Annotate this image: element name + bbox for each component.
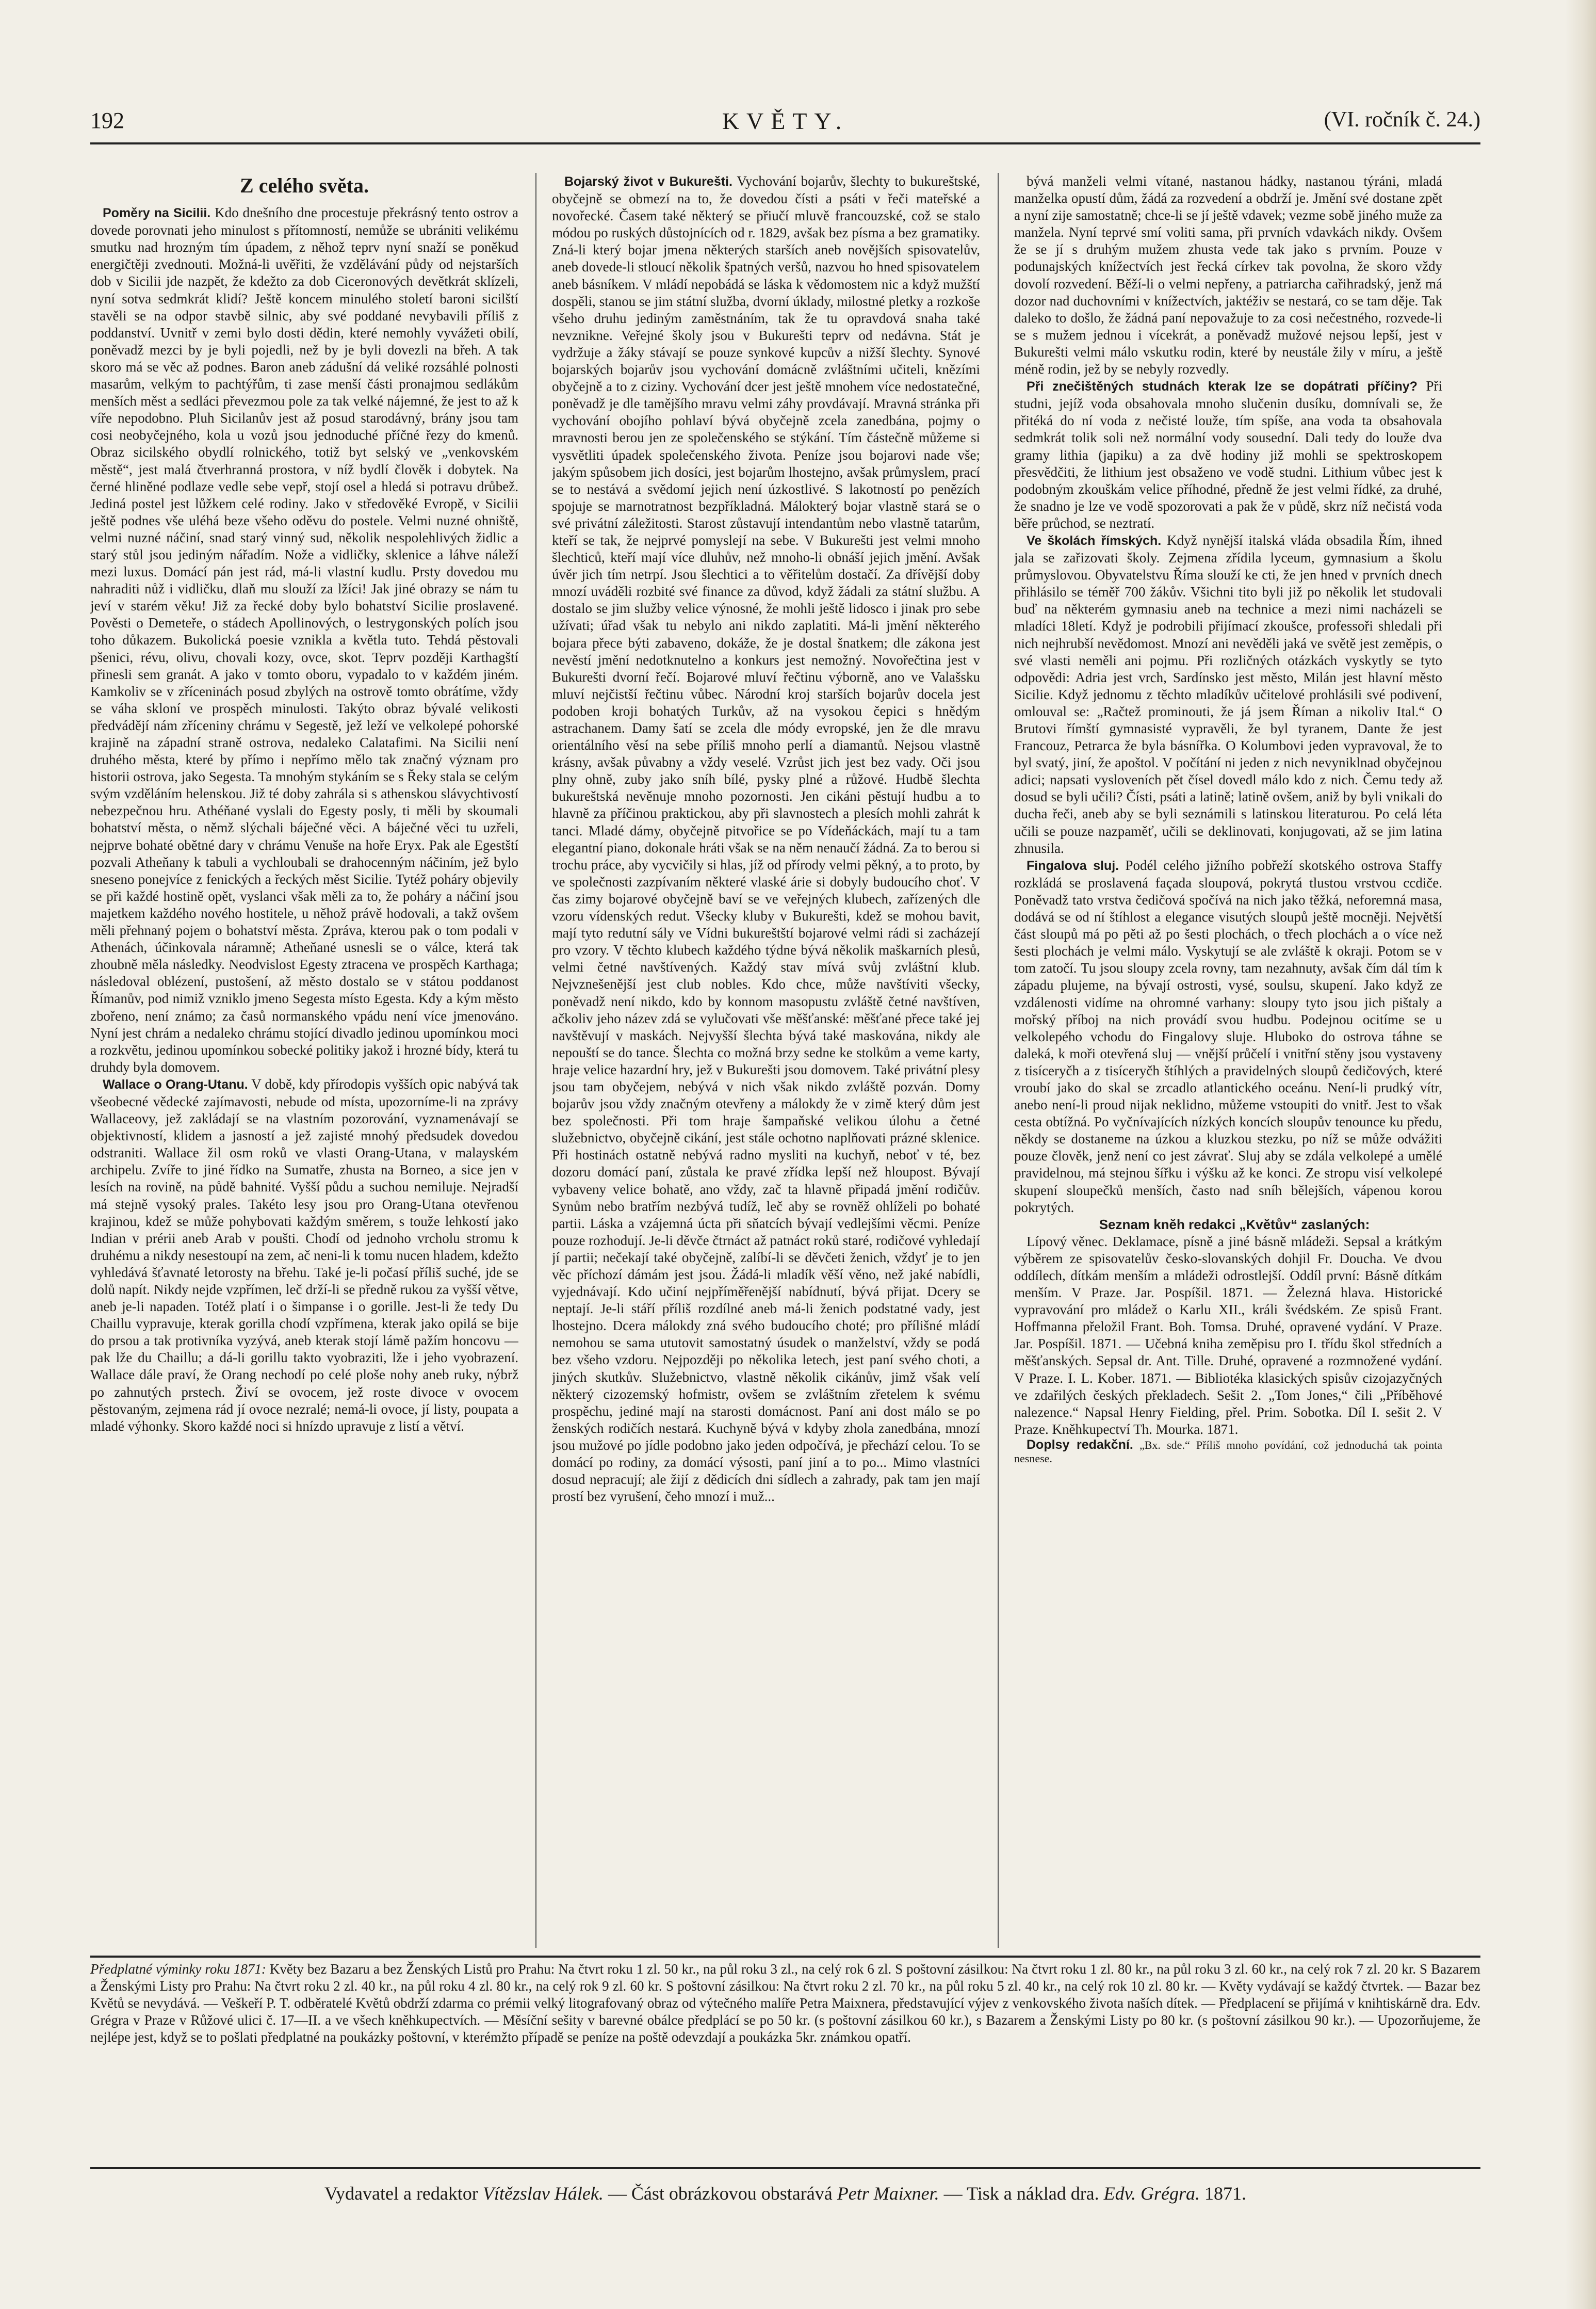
page-header xyxy=(90,107,1480,143)
article-lead: Ve školách římských. xyxy=(1027,533,1162,548)
page-spine-shadow xyxy=(1565,0,1596,2309)
page-number: 192 xyxy=(90,108,124,133)
article-fingal xyxy=(1014,857,1442,1216)
header-rule xyxy=(90,142,1480,144)
subscription-lead: Předplatné výminky roku 1871: xyxy=(90,1961,266,1977)
article-bucharest-cont: bývá manželi velmi vítané, nastanou hádky, nastanou týráni, mladá manželka opustí dům, žádá za rozvedení a obdrží je. Jmění své dostane zpět a nyní zije samostatně; chce-li se jí ještě vdavek; vezme sobě jiného muže za manžela. Nyní teprvé smí voliti sama, při prvních vdavkách nikdy. Ovšem že se jí s druhým mužem zhusta vede tak jako s prvním. Pouze v podunajských knížectvích jest řecká církev tak povolna, že skoro vždy dovolí rozvedení. Běží-li o velmi nepřeny, a patriarcha cařihradský, jenž má dozor nad duchovními v knížectvích, jaktéživ se nestará, co se tam děje. Tak daleko to došlo, že žádná paní nepovažuje to za cosi nečestného, rozvede-li se s mužem jednou i vícekrát, a poněvadž mužové nejsou lepší, jest v Bukurešti velmi málo vskutku rodin, které by neustále žily v míru, a ještě méně rodin, jež by se nebyly rozvedly. xyxy=(1014,173,1442,377)
imprint-printer: Edv. Grégra. xyxy=(1103,2183,1200,2204)
notes-rule xyxy=(90,1956,1480,1958)
books-received-heading: Seznam kněh redakci „Květův“ zaslaných: xyxy=(1099,1216,1370,1232)
editorial-replies xyxy=(1014,1438,1442,1465)
article-text: Při studni, jejíž voda obsahovala mnoho slučenin dusíku, domnívali se, že přitéká do ní voda z nečisté louže, tím spíše, ana voda ta obsahovala sedmkrát tolik soli než normální vody sousední. Dali tedy do louže dva gramy lithia (japiku) a za dvě hodiny již mohli se spektroskopem přesvědčiti, že lithium jest obsaženo ve vodě studni. Lithium vůbec jest k podobným zkouškám velice příhodné, předně že jest velmi řídké, za druhé, že snadno je lze ve vodě spozorovati a pak že v půdě, skrz níž nečistá voda běře průchod, se neztratí. xyxy=(1014,378,1442,531)
article-text: Když nynější italská vláda obsadila Řím, ihned jala se zařizovati školy. Zejmena zřídila lyceum, gymnasium a školu průmyslovou. Obyvatelstvu Říma slouží ke cti, že jen hned v prvních dnech přihlásilo se téměř 700 žákův. Všichni tito byli již po několik let studovali buď na některém gymnasiu aneb na technice a mezi nimi nacházeli se mladíci 18letí. Když je podrobili přijímací zkoušce, professoři shledali při nich nejhrubší nevědomost. Mnozí ani nevěděli jaká ve světě jest zeměpis, o své vlasti neměli ani pojmu. Při rozličných otázkách vyskytly se tyto odpovědi: Adria jest vrch, Sardínsko jest město, Milán jest hlavní město Sicilie. Když jednomu z těchto mladíkův učitelové prohlásili své podivení, omlouval se: „Račtež prominouti, že já jsem Říman a nikoliv Ital.“ O Brutovi římští gymnasisté vypravěli, že byl tyranem, Dante že jest Francouz, Petrarca že byla básnířka. O Kolumbovi jeden vypravoval, že to byl svatý, jiní, že apoštol. V počítání ni jeden z nich nevyniklnad obyčejnou adici; napsati vysloveních pět čísel dovedl málo kdo z nich. Čemu tedy až dosud se byli učili? Čísti, psáti a latině; latině ovšem, aniž by byli vnikali do ducha řeči, aneb aby se byli seznámili s latinskou literaturou. Po celá léta učili se pouze nazpaměť, učili se deklinovati, konjugovati, až se jim latina zhnusila. xyxy=(1014,532,1442,856)
imprint-text: Vydavatel a redaktor xyxy=(324,2183,478,2204)
article-orangutan xyxy=(90,1076,518,1435)
imprint-artist: Petr Maixner. xyxy=(837,2183,939,2204)
column-2 xyxy=(552,173,980,1948)
issue-label: (VI. ročník č. 24.) xyxy=(1324,108,1480,132)
imprint-text: — Tisk a náklad dra. xyxy=(943,2183,1099,2204)
footer-rule xyxy=(90,2167,1480,2169)
article-text: Vychování bojarův, šlechty to bukureštské, obyčejně se obmezí na to, že dovedou čísti a psáti v řeči mateřské a novořecké. Časem také některý se přiučí mluvě francouzské, což se stalo módou po ruských důstojnících od r. 1829, avšak bez písma a bez gramatiky. Zná-li který bojar jmena některých starších aneb novějších spisovatelův, aneb dovede-li stloucí několik špatných veršů, nazvou ho hned spisovatelem aneb básníkem. V mládí nepobádá se láska k vědomostem nic a když mužští dospěli, stanou se jim státní služba, dvorní úklady, milostné pletky a rozkoše všeho druhu jediným zaměstnáním, tak že tu opravdová snaha také nevznikne. Veřejné školy jsou v Bukurešti teprv od nedávna. Stát je vydržuje a žáky stávají se pouze synkové kupcův a nižší šlechty. Synové bojarských bojarův jsou vychování domácně zvláštními učiteli, knězími obyčejně a to z ciziny. Vychování dcer jest ještě mnohem více nedostatečné, poněvadž je dle tamějšího mravu velmi záhy provdávají. Mravná stránka při vychování obojího pohlaví bývá obyčejně zcela zanedbána, pojmy o mravnosti berou jen ze společenského se stýkání. Tím částečně můžeme si vysvětliti úpadek společenského života. Peníze jsou bojarovi nade vše; jakým spůsobem jich dosíci, jest bojarům lhostejno, avšak průmyslem, prací se to nestává a svědomí jejich není úzkostlivé. S lakotností po penězích spojuje se marnotratnost bezpříkladná. Málokterý bojar vlastně stará se o své privátní záležitosti. Starost zůstavují intendantům nebo vlastně tatarům, kteří se tak, že nejprvé pomyslejí na sebe. V Bukurešti jest velmi mnoho šlechticů, kteří mají více dluhův, než mnoho-li obnáší jejich jmění. Avšak úvěr jich tím netrpí. Jsou šlechtici a to věřitelům dostačí. Za dřívější doby mnozí uváděli rozbité své finance za důvod, když žádali za státní službu. A dostalo se jim služby velice výnosné, že mohli ještě lidosco i jinak pro sebe užívati; úřad však tu nebylo ani nikdo zaplatiti. Má-li jmění některého bojara přece býti zabaveno, dokáže, že je dostal šnatkem; dle zákona jest nevěstí jmění nedotknutelno a konkurs jest nemožný. Novořečtina jest v Bukurešti dvorní řečí. Bojarové mluví řečtinu výborně, ano ve Valašsku mluví nejčistší řečtinu vůbec. Národní kroj starších bojarův docela jest podoben kroji bohatých Turkův, až na vysokou čepici s hnědým astrachanem. Damy šatí se zcela dle módy evropské, jen že dle mravu orientálního věsí na sebe příliš mnoho perlí a diamantů. Nejsou vlastně krásny, avšak půvabny a vždy veselé. Vzrůst jich jest bez vady. Oči jsou plny ohně, zuby jako sníh bílé, pysky plné a růžové. Hudbě šlechta bukureštská nevěnuje mnoho pozornosti. Jen cikáni pěstují hudbu a to hlavně za příčinou praktickou, aby při slavnostech a plesích mohli zahrát k tanci. Mladé dámy, obyčejně pitvořice se po Vídeňáckách, mají tu a tam elegantní piano, dokonale hráti však se na něm nenaučí žádná. Za to berou si trochu práce, aby vycvičily si hlas, jíž od přírody velmi pěkný, a to proto, by ve společnosti zazpívaním některé vlaské árie si dobyly budoucího choť. V čas zimy bojarové obyčejně baví se ve veřejných klubech, zařízených dle vzoru vídenských redut. Všecky kluby v Bukurešti, kdež se mohou bavit, mají tyto redutní sály ve Vídni bukureštští bojarové velmi rádi si zacházejí pro vzory. V těchto klubech každého týdne bývá několik maškarních plesů, velmi četné navštívených. Každý stav mívá svůj zvláštní klub. Nejvznešenější jest club nobles. Kdo chce, může navštíviti všecky, poněvadž není nikdo, kdo by konnom masopustu zvláště četné navštíven, ačkoliv jeho název zdá se vylučovati vše měšťanské: měšťané přece také jej navštěvují v maskách. Nejvyšší šlechta bývá také maskována, nikdy ale nepouští se do tance. Šlechta co možná brzy sedne ke stolkům a veme karty, hraje velice hazardní hry, jež v Bukurešti jsou domovem. Také privátní plesy jsou tam obyčejem, nebývá v nich však nikdo zvláště pozván. Domy bojarův jsou vždy značným otevřeny a málokdy že v zimě který dům jest bez společnosti. Při tom hraje šampaňské velikou úlohu a četné služebnictvo, obyčejně cikání, jest stále ochotno naplňovati prázné sklenice. Při hostinách ostatně nebývá radno mysliti na kuchyň, neboť v té, bez dozoru domácí paní, zůstala ke pravé zřídka lepší než hloupost. Bývají vybaveny velice bohatě, ano vždy, zač ta hlavně připadá jmění rodičův. Synům nebo bratřím nezbývá tudíž, leč aby se rovněž ohlíželi po bohaté partii. Láska a vzájemná úcta při sňatcích bývají vedlejšími věcmi. Peníze pouze rozhodují. Je-li děvče čtrnáct až patnáct roků staré, rodičové vyhledají jí partii; nečekají také obyčejně, zalíbí-li se děvčeti ženich, vždyť je to jen věc příchozí dámám jest jsou. Žádá-li mladík věší věno, než jaké nabídli, vyjednávají. Kdo učiní nejpříměřenější nabídnutí, bývá přijat. Dcery se neptají. Je-li stáří příliš rozdílné aneb má-li ženich podstatné vady, jest lhostejno. Dcera málokdy zná svého budoucího choté; pro přílišné mládí nemohou se sama ututovit samostatný úsudek o manželství, vždy se podá bez všeho vzdoru. Nejpozději po několika letech, jest paní svého choti, a jiných skutkův. Služebnictvo, vlastně několik cikánův, jimž však velí některý cizozemský hofmistr, ovšem se zvláštním zřetelem k svému prospěchu, jediné mají na starosti domácnost. Paní ani dost málo se po ženských rodičích nestará. Kuchyně bývá v kdyby zhola zanedbána, mnozí jsou mužové po jídle podobno jako jeden odpočívá, je přechází celou. To se domácí po rodiny, za domácí výsosti, paní jiní a to po... Mimo vlastníci dosud nepracují; ale žijí z dědicích dni sídlech a zahrady, pak tam jen mají prostí bez vyrušení, čeho mnozí i muž... xyxy=(552,173,980,1505)
article-text: Kdo dnešního dne procestuje překrásný tento ostrov a dovede porovnati jeho minulost s přítomností, nemůže se ubrániti velikému smutku nad hrozným tím úpadem, z něhož teprv nyní snaží se poněkud energičtěji zvednouti. Možná-li uvěřiti, že vzdělávání půdy od nejstarších dob v Sicilii jde nazpět, že kdežto za dob Ciceronových devětkrát sklízeli, nyní sotva sedmkrát klidí? Ještě koncem minulého století baroni sicilští stavěli se na odpor stavbě silnic, aby své poddané nevybavili příliš z poddanství. Uvnitř v zemi bylo dosti dědin, které nemohly vyvážeti obilí, poněvadž mezci by je byli pojedli, než by je byli dovezli na břeh. A tak skoro má se věc až podnes. Baron aneb zádušní dá veliké rozsáhlé polnosti masarům, velkým to pachtýřům, ti zase menší části pronajmou sedlákům menších měst a sedláci převezmou pole za tak velké nájemné, že jest to až k víře nepodobno. Pluh Sicilanův jest až posud starodávný, brány jsou tam cosi neobyčejného, kola u vozů jsou jednoduché příčné řezy do kmenů. Obraz sicilského obydlí rolnického, totiž byt selský ve „venkovském městě“, jest malá čtverhranná prostora, v níž bydlí člověk i dobytek. Na černé hliněné podlaze vedle sebe vepř, stojí osel a hledá si potravu drůbež. Jediná postel jest lůžkem celé rodiny. Jako v středověké Evropě, v Sicilii ještě podnes vše uléhá beze všeho oděvu do postele. Velmi nuzné ohniště, velmi nuzné náčiní, snad starý vinný sud, několik nespolehlivých židlic a starý stůl jsou jediným nářadím. Nože a vidličky, sklenice a láhve náleží mezi luxus. Domácí pán jest rád, má-li vlastní kudlu. Prsty dovedou mu nahraditi nůž i vidličku, dlaň mu slouží za lžíci! Jak jiné obrazy se nám tu jeví v starém věku! Již za řecké doby bylo bohatství Sicilie proslavené. Pověsti o Demeteře, o stádech Apollinových, o lestrygonských polích jsou toho důkazem. Bukolická poesie vznikla a květla tuto. Tehdá pěstovali pšenici, révu, olivu, chovali kozy, ovce, skot. Teprv později Karthagští přinesli sem granát. A jako v tomto oboru, vypadalo to v každém jiném. Kamkoliv se v zříceninách posud zbylých na ostrově tomto obrátíme, vždy se váha skloní ve prospěch minulosti. Takýto obraz bývalé velikosti předvádějí nám zříceniny chrámu v Segestě, jež leží ve velkolepé pohorské krajině na západní straně ostrova, nedaleko Calatafimi. Na Sicilii není druhého města, které by přímo i nepřímo mělo tak značný význam pro historii ostrova, jako Segesta. Ta mnohým stykáním se s Řeky stala se celým svým vzděláním helenskou. Již té doby zahrála si s athenskou slávychtivostí nebezpečnou hru. Athéňané vyslali do Egesty posly, ti měli by skoumali bohatství města, o němž slýchali báječné věci. A báječné věci tu uzřeli, nejprve bohaté obětné dary v chrámu Venuše na hoře Eryx. Pak ale Egestští pozvali Atheňany k tabuli a vychloubali se drahocenným náčiním, jež bylo sneseno ponejvíce z fenických a řeckých měst Sicilie. Tytéž poháry objevily se při každé hostině opět, vyslanci však měli za to, že poháry a náčiní jsou majetkem každého nového hostitele, u něhož právě hodovali, a takž ovšem měli přehnaný pojem o bohatství města. Zpráva, kterou pak o tom podali v Athenách, účinkovala náramně; Atheňané usnesli se o válce, která tak zhoubně měla následky. Neodvislost Egesty ztracena ve prospěch Karthaga; následoval oblézení, pustošení, až město dostalo se v státou poddanost Římanův, pod nimiž vzniklo jmeno Segesta místo Egesta. Kdy a kým město zbořeno, není známo; za časů normanského vpádu není více jmenováno. Nyní jest chrám a nedaleko chrámu stojící divadlo jedinou upomínkou moci a rozkvětu, jedinou upomínkou sobecké politiky jakož i hrozné bídy, která tu druhdy byla domovem. xyxy=(90,205,518,1075)
article-lead: Fingalova sluj. xyxy=(1027,858,1119,873)
replies-text: „Bx. sde.“ Příliš mnoho povídání, což jednoduchá tak pointa nesnese. xyxy=(1014,1438,1442,1465)
replies-lead: Doplsy redakční. xyxy=(1027,1437,1133,1452)
article-lead: Při znečištěných studnách kterak lze se dopátrati příčiny? xyxy=(1027,379,1418,394)
article-text: Podél celého jižního pobřeží skotského ostrova Staffy rozkládá se proslavená façada sloupová, pokrytá tlustou vrstvou ccdiče. Poněvadž tato vrstva čedičová spočívá na nich jako těžká, neforemná masa, dodává se od ní štíhlost a elegance visutých sloupů ještě mocněji. Největší část sloupů má po pěti až po šesti plochách, o třech plochách a o více než šesti plochách je velmi málo. Vyskytují se ale zvláště k okraji. Potom se v tom zatočí. Tu jsou sloupy zcela rovny, tam nezahnuty, avšak čím dál tím k západu plujeme, na bývají ostrosti, vysé, soulsu, skupení. Jako když ze vzdálenosti vidíme na ohromné varhany: sloupy tyto jsou jich pištaly a mořský příboj na nich provádí svou hudbu. Podejnou ocitíme se u velkolepého vchodu do Fingalovy sluje. Hluboko do ostrova táhne se daleká, k moři otevřená sluj — vnější průčelí i vnitřní stěny jsou vystaveny z tisíceryčh a z tisíceryčh štíhlých a pravidelných sloupů čedičových, které vroubí jako do skal se zrcadlo atlantického oceánu. Není-li prudký vítr, anebo není-li proud nijak neklidno, můžeme vstoupiti do vnitř. Jest to však cesta obtížná. Po vyčnívajících nízkých koncích sloupův tenounce ku předu, někdy se dostaneme na úzkou a kluzkou stezku, po níž se může odvážiti pouze člověk, jenž není co jest závrať. Sluj aby se zdála velkolepé a umělé pravidelnou, má stejnou šířku i výšku až ke konci. Ze stropu visí velkolepé skupení sloupečků menších, často nad sníh bělejších, vápenou korou pokrytých. xyxy=(1014,857,1442,1215)
column-1 xyxy=(90,173,518,1948)
section-heading: Z celého světa. xyxy=(240,174,369,197)
books-received-list: Lípový věnec. Deklamace, písně a jiné básně mládeži. Sepsal a krátkým výběrem ze spisovatelův česko-slovanských dohjil Fr. Doucha. Ve dvou oddílech, dítkám menším a mládeži odrostlejší. Oddíl první: Básně dítkám menším. V Praze. Jar. Pospíšil. 1871. — Železná hlava. Historické vypravování pro mládež o Karlu XII., králi švédském. Ze spisů Frant. Hoffmanna přeložil Frant. Boh. Tomsa. Druhé, opravené vydání. V Praze. Jar. Pospíšil. 1871. — Učebná kniha zeměpisu pro I. třídu škol středních a měšťanských. Sepsal dr. Ant. Tille. Druhé, opravené a rozmnožené vydání. V Praze. I. L. Kober. 1871. — Bibliotéka klasických spisův cizojazyčných ve zdařilých českých překladech. Sešit 2. „Tom Jones,“ čili „Příběhové nalezence.“ Napsal Henry Fielding, přel. Prim. Sobotka. Díl I. sešit 2. V Praze. Kněhkupectví Th. Mourka. 1871. xyxy=(1014,1233,1442,1437)
imprint-text: — Část obrázkovou obstarává xyxy=(608,2183,833,2204)
column-divider xyxy=(535,173,536,1948)
article-lead: Wallace o Orang-Utanu. xyxy=(103,1077,248,1092)
article-roman-schools xyxy=(1014,532,1442,857)
article-text: V době, kdy přírodopis vyšších opic nabývá tak všeobecné vědecké zajímavosti, nebude od místa, upozorníme-li na zprávy Wallaceovy, jež zakládají se na vlastním pozorování, vyznamenávají se objektivností, klidem a jasností a jež zajisté mnohý předsudek dovedou odstraniti. Wallace žil osm roků ve vlasti Orang-Utana, v malayském archipelu. Zvíře to jiné řídko na Sumatře, zhusta na Borneo, a sice jen v lesích na rovině, na půdě bahnité. Vyšší půdu a suchou nemiluje. Nejradší má stejně vysoký prales. Takéto lesy jsou pro Orang-Utana otevřenou krajinou, kdež se může pohybovati každým směrem, s touže lehkostí jako Indian v prérii aneb Arab v poušti. Chodí od jednoho vrcholu stromu k druhému a nikdy nesestoupí na zem, ač neni-li k tomu nucen hladem, kdežto vyhledává šťavnaté letorosty na břehu. Také je-li počasí příliš suché, jde se dolů napít. Nikdy nejde vzpřímen, leč drží-li se předně rukou za vyšší větve, aneb je-li napaden. Totéž platí i o šimpanse i o gorille. Jest-li že tedy Du Chaillu vypravuje, kterak gorilla chodí vzpřímena, kterak jako opilá se bije do prsou a tak protivníka vyzývá, aneb kterak stojí lámě pažím honcovu — pak lže du Chaillu; a dá-li gorillu takto vyobraziti, lže i jeho vyobrazení. Wallace dále praví, že Orang nechodí po celé ploše nohy aneb ruky, nýbrž po zahnutých prstech. Živí se ovocem, jež roste divoce v ovocem pěstovaným, zejmena rád jí ovoce nezralé; nemá-li ovoce, jí listy, poupata a mladé výhonky. Skoro každé noci si hnízdo upravuje z listí a větví. xyxy=(90,1076,518,1434)
article-bucharest xyxy=(552,173,980,1505)
article-lead: Poměry na Sicilii. xyxy=(103,206,211,221)
article-sicily xyxy=(90,204,518,1076)
imprint-footer xyxy=(90,2183,1480,2204)
imprint-editor: Vítězslav Hálek. xyxy=(482,2183,604,2204)
subscription-notice xyxy=(90,1961,1480,2126)
subscription-text: Květy bez Bazaru a bez Ženských Listů pro Prahu: Na čtvrt roku 1 zl. 50 kr., na půl roku 3 zl., na celý rok 6 zl. S poštovní zásilkou: Na čtvrt roku 1 zl. 80 kr., na půl roku 3 zl. 60 kr., na celý rok 7 zl. 20 kr. S Bazarem a Ženskými Listy pro Prahu: Na čtvrt roku 2 zl. 40 kr., na půl roku 4 zl. 80 kr., na celý rok 9 zl. 60 kr. S poštovní zásilkou: Na čtvrt roku 2 zl. 70 kr., na půl roku 5 zl. 40 kr., na celý rok 10 zl. 80 kr. — Květy vydávají se každý čtvrtek. — Bazar bez Květů se nevydává. — Veškeří P. T. odběratelé Květů obdrží zdarma co prémii velký litografovaný obraz od výtečného malíře Petra Maixnera, představující výjev z venkovského života naších dítek. — Předplacení se přijímá v knihtiskárně dra. Edv. Grégra v Praze v Růžové ulici č. 17—II. a ve všech kněhkupectvích. — Měsíční sešity v barevné obálce předplácí se po 50 kr. (s poštovní zásilkou 60 kr.), s Bazarem a Ženskými Listy po 80 kr. (s poštovní zásilkou 90 kr.). — Upozorňujeme, že nejlépe jest, když se to pošlati předplatné na poukázky poštovní, v kterémžto případě se peníze na poště odevzdají a poukázka 5kr. známkou opatří. xyxy=(90,1961,1480,2045)
column-3 xyxy=(1014,173,1442,1948)
imprint-year: 1871. xyxy=(1204,2183,1246,2204)
article-lead: Bojarský život v Bukurešti. xyxy=(564,174,732,189)
journal-title: KVĚTY. xyxy=(722,108,849,134)
article-wells xyxy=(1014,378,1442,532)
column-divider xyxy=(998,173,999,1948)
